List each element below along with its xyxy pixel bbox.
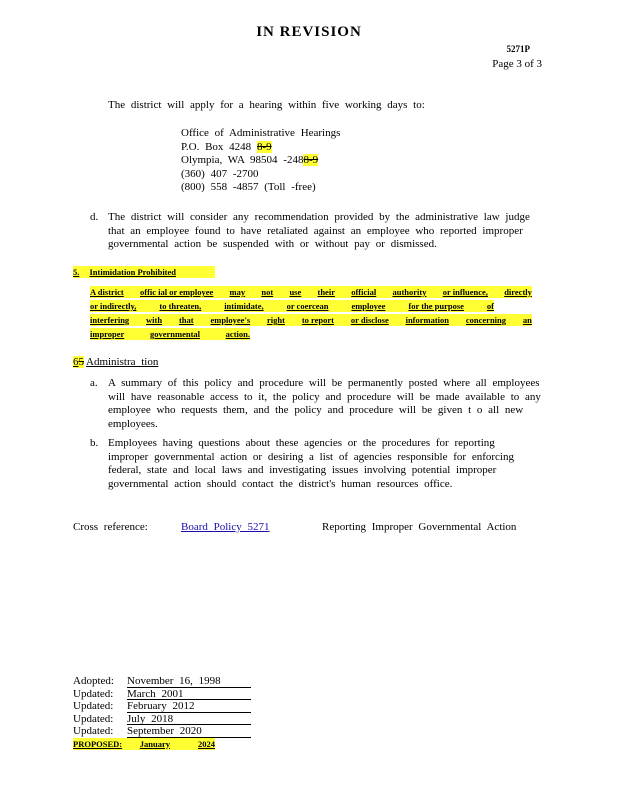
section5-word: right xyxy=(267,315,285,325)
history-date: September 2020 xyxy=(127,725,251,738)
item-d-line: The district will consider any recommendation provided by the administrative law judge xyxy=(108,211,530,223)
address-line-city xyxy=(181,154,340,168)
section5-word: use xyxy=(289,287,302,297)
history-date: February 2012 xyxy=(127,700,251,713)
section5-word: employee xyxy=(351,301,386,311)
section5-word: offic ial or employee xyxy=(140,287,214,297)
history-label: Adopted: xyxy=(73,675,114,687)
item-b-line: federal, state and local laws and investigating issues involving potential improper xyxy=(108,464,497,476)
section5-word: official xyxy=(351,287,377,297)
section5-word: of xyxy=(486,301,494,311)
address-line-office: Office of Administrative Hearings xyxy=(181,127,341,139)
page-indicator: Page 3 of 3 xyxy=(492,58,542,70)
item-a-line: A summary of this policy and procedure will be permanently posted where all employees xyxy=(108,377,540,389)
document-status-title: IN REVISION xyxy=(256,24,362,40)
section5-word: may xyxy=(229,287,246,297)
address-line-pobox xyxy=(181,141,340,155)
item-b-marker: b. xyxy=(90,437,99,449)
item-d-marker: d. xyxy=(90,211,99,223)
section5-word: concerning xyxy=(465,315,507,325)
board-policy-link[interactable]: Board Policy 5271 xyxy=(181,521,270,533)
section5-word: governmental xyxy=(149,329,201,339)
hearing-intro: The district will apply for a hearing within five working days to: xyxy=(108,99,425,111)
section5-word: that xyxy=(178,315,194,325)
section5-title: Intimidation Prohibited xyxy=(89,267,177,277)
section5-word: action. xyxy=(225,329,250,339)
history-label: Updated: xyxy=(73,725,114,737)
section5-word: information xyxy=(405,315,450,325)
section6-number-inserted: 6 xyxy=(73,356,79,368)
history-row xyxy=(73,688,251,701)
section5-word: with xyxy=(146,315,163,325)
address-block xyxy=(181,127,340,195)
proposed-row xyxy=(73,738,215,751)
address-line-phone: (360) 407 -2700 xyxy=(181,167,259,180)
item-b-line: governmental action should contact the district's human resources office. xyxy=(108,477,453,490)
history-block xyxy=(73,675,251,750)
section5-word: an xyxy=(522,315,532,325)
section5-word: interfering xyxy=(90,315,130,325)
item-a-line: will have reasonable access to it, the policy and procedure will be made available to any xyxy=(108,390,541,403)
section5-word: A district xyxy=(90,287,124,297)
section5-word: intimidate, xyxy=(224,301,264,311)
section5-word: employee's xyxy=(210,315,251,325)
item-b-line: Employees having questions about these agencies or the procedures for reporting xyxy=(108,437,495,449)
section6-title: Administra tion xyxy=(86,356,159,368)
item-a-line: employees. xyxy=(108,417,158,430)
history-label: Updated: xyxy=(73,712,114,725)
section5-line-2 xyxy=(90,300,494,312)
section6-number-struck: 5 xyxy=(78,356,84,368)
section5-word: improper xyxy=(90,329,125,339)
history-date: November 16, 1998 xyxy=(127,675,251,688)
item-d-line: that an employee found to have retaliated against an employee who reported improper xyxy=(108,224,523,237)
policy-number: 5271P xyxy=(506,44,530,54)
section5-heading xyxy=(73,266,215,278)
item-a-text xyxy=(108,377,541,431)
history-label: Updated: xyxy=(73,687,114,700)
section5-word: their xyxy=(317,287,335,297)
history-date: July 2018 xyxy=(127,713,251,726)
section5-word: or coercean xyxy=(286,301,329,311)
section5-word: authority xyxy=(392,287,427,297)
section5-word: to threaten, xyxy=(159,301,202,311)
proposed-month: January xyxy=(139,738,170,749)
item-a-marker: a. xyxy=(90,377,98,389)
pobox-text: P.O. Box 4248 xyxy=(181,140,252,153)
section5-word: not xyxy=(261,287,274,297)
history-row xyxy=(73,700,251,713)
history-row xyxy=(73,725,251,738)
city-text: Olympia, WA 98504 -248 xyxy=(181,154,304,166)
item-b-line: improper governmental action or desiring a list of agencies responsible for enforcing xyxy=(108,450,514,463)
section5-word: or indirectly, xyxy=(90,301,137,311)
zip-struck-digits: 8-9 xyxy=(303,154,319,166)
section6-heading xyxy=(73,356,158,370)
section5-word: to report xyxy=(301,315,334,325)
address-line-tollfree: (800) 558 -4857 (Toll -free) xyxy=(181,181,316,193)
section5-word: or disclose xyxy=(350,315,389,325)
cross-reference-label: Cross reference: xyxy=(73,521,148,533)
history-row xyxy=(73,675,251,688)
history-row xyxy=(73,713,251,726)
pobox-struck-digits: 8-9 xyxy=(256,140,272,153)
history-date: March 2001 xyxy=(127,688,251,701)
proposed-label: PROPOSED: xyxy=(73,738,123,749)
item-d-text xyxy=(108,211,530,252)
cross-reference-description: Reporting Improper Governmental Action xyxy=(322,521,517,533)
proposed-year: 2024 xyxy=(198,738,215,749)
history-label: Updated: xyxy=(73,700,114,712)
section5-word: for the purpose xyxy=(408,301,464,311)
item-a-line: employee who requests them, and the policy and procedure will be given t o all new xyxy=(108,404,524,416)
item-d-line: governmental action be suspended with or without pay or dismissed. xyxy=(108,238,437,250)
item-b-text xyxy=(108,437,514,491)
section5-number: 5. xyxy=(73,267,80,277)
section5-line-3 xyxy=(90,314,532,326)
section5-line-1 xyxy=(90,286,532,298)
section5-word: or influence, xyxy=(442,287,488,297)
section5-word: directly xyxy=(504,287,532,297)
section5-line-4 xyxy=(90,328,250,340)
